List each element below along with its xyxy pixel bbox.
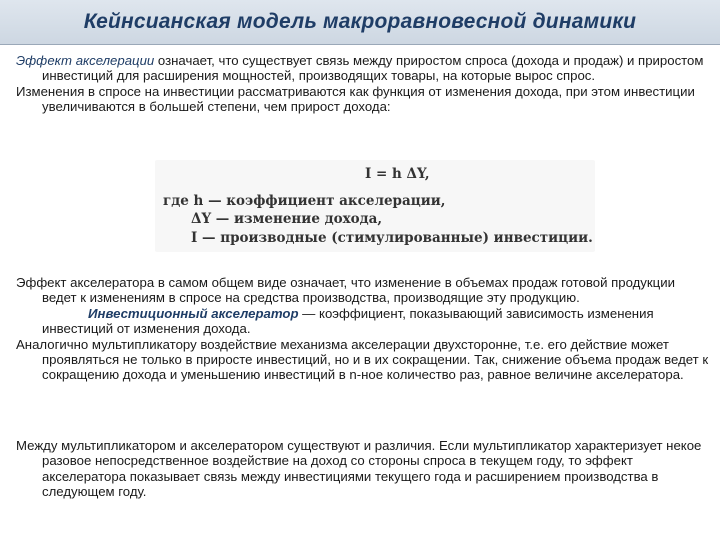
formula-legend-i: I — производные (стимулированные) инвестиции.	[191, 230, 593, 246]
formula-legend-h: где h — коэффициент акселерации,	[163, 193, 446, 209]
formula-image	[155, 160, 595, 252]
title-bar	[0, 0, 720, 45]
differences-block	[16, 438, 712, 500]
investment-accelerator-text: — коэффициент, показывающий зависимость изменения инвестиций от изменения дохода.	[42, 305, 654, 337]
paragraph-acceleration-effect	[16, 53, 712, 84]
paragraph-investment-demand: Изменения в спросе на инвестиции рассматриваются как функция от изменения дохода, при этом инвестиции увеличиваются в большей степени, чем прирост дохода:	[16, 83, 695, 115]
term-investment-accelerator: Инвестиционный акселератор	[88, 305, 299, 321]
term-acceleration-effect: Эффект акселерации	[16, 53, 155, 68]
page-title: Кейнсианская модель макроравновесной динамики	[83, 10, 637, 33]
paragraph-two-sided: Аналогично мультипликатору воздействие механизма акселерации двухсторонне, т.е. его действие может проявляться не только в приросте инвестиций, но и в их сокращении. Так, снижение объема продаж ведет к сокращению дохода и уменьшению инвестиций в n-ное количество раз, равное величине акселератора.	[16, 336, 709, 383]
formula-legend-dy: ΔY — изменение дохода,	[191, 211, 383, 227]
accelerator-block	[16, 275, 712, 383]
paragraph-investment-accelerator	[16, 306, 712, 337]
acceleration-effect-text: означает, что существует связь между приростом спроса (дохода и продаж) и приростом инвестиций для расширения мощностей, производящих товары, на которые вырос спрос.	[42, 53, 704, 84]
formula-main: I = h ΔY,	[365, 166, 430, 182]
intro-block	[16, 53, 712, 115]
paragraph-accelerator-effect: Эффект акселератора в самом общем виде означает, что изменение в объемах продаж готовой продукции ведет к изменениям в спросе на средства производства, производящие эту продукцию.	[16, 275, 675, 306]
paragraph-differences: Между мультипликатором и акселератором существуют и различия. Если мультипликатор характеризует некое разовое непосредственное воздействие на доход со стороны спроса в текущем году, то эффект акселератора показывает связь между инвестициями текущего года и расширением производства в следующем году.	[16, 438, 702, 500]
